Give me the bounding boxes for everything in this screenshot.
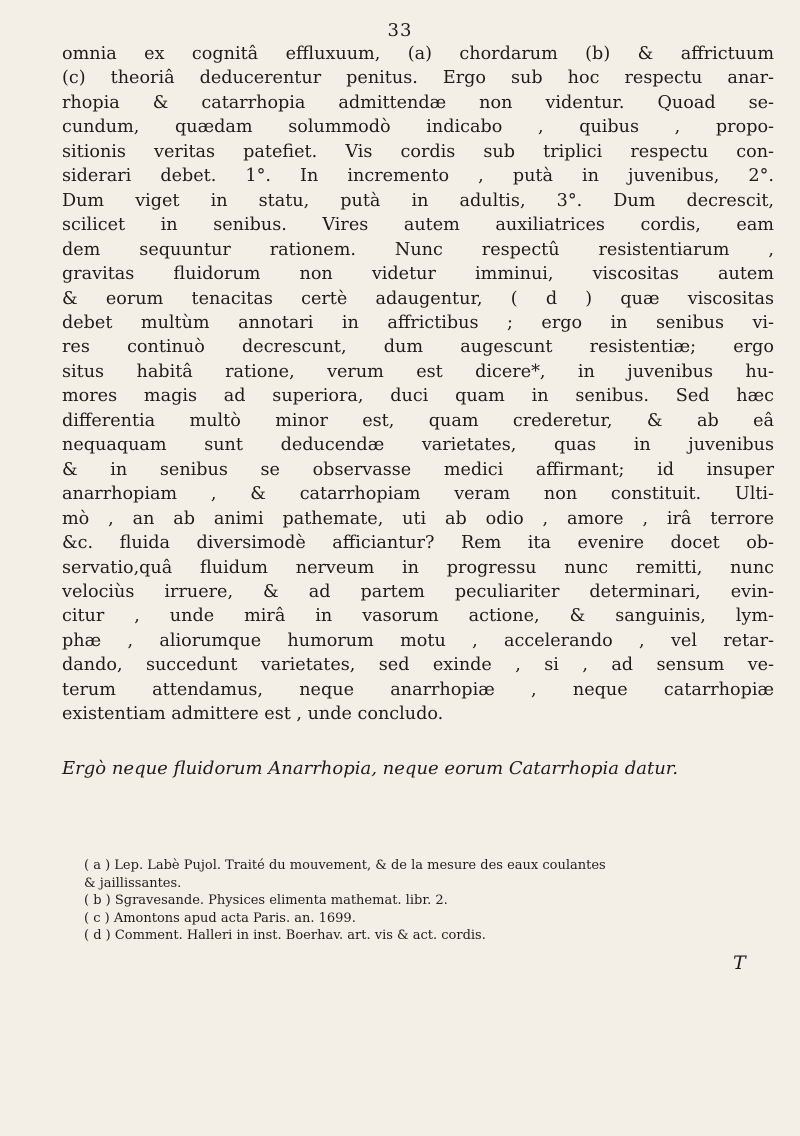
- body-line: situs habitâ ratione, verum est dicere*, in juvenibus hu-: [62, 361, 774, 382]
- body-line: debet multùm annotari in affrictibus ; ergo in senibus vi-: [62, 312, 774, 333]
- body-line: mò , an ab animi pathemate, uti ab odio , amore , irâ terrore: [62, 508, 774, 529]
- footnote: ( a ) Lep. Labè Pujol. Traité du mouvement, & de la mesure des eaux coulantes: [84, 858, 606, 873]
- page-number: 33: [387, 20, 413, 41]
- body-line: siderari debet. 1°. In incremento , putà in juvenibus, 2°.: [62, 166, 774, 187]
- body-line: differentia multò minor est, quam crederetur, & ab eâ: [62, 410, 774, 431]
- body-line: rhopia & catarrhopia admittendæ non videntur. Quoad se-: [62, 92, 774, 113]
- signature-mark: T: [733, 952, 746, 974]
- footnote: & jaillissantes.: [84, 875, 182, 891]
- body-line: phæ , aliorumque humorum motu , accelerando , vel retar-: [62, 630, 774, 651]
- footnote: ( c ) Amontons apud acta Paris. an. 1699.: [84, 910, 356, 926]
- body-line: scilicet in senibus. Vires autem auxiliatrices cordis, eam: [62, 215, 774, 236]
- body-line: omnia ex cognitâ effluxuum, (a) chordarum (b) & affrictuum: [62, 44, 774, 64]
- body-line: sitionis veritas patefiet. Vis cordis sub triplici respectu con-: [62, 141, 774, 162]
- body-line: (c) theoriâ deducerentur penitus. Ergo sub hoc respectu anar-: [62, 68, 774, 89]
- body-line: Dum viget in statu, putà in adultis, 3°. Dum decrescit,: [62, 190, 774, 211]
- footnote: ( d ) Comment. Halleri in inst. Boerhav. art. vis & act. cordis.: [84, 928, 486, 943]
- body-line: cundum, quædam solummodò indicabo , quibus , propo-: [62, 117, 774, 138]
- body-line: servatio,quâ fluidum nerveum in progressu nunc remitti, nunc: [62, 557, 774, 578]
- body-line: &c. fluida diversimodè afficiantur? Rem ita evenire docet ob-: [62, 533, 774, 554]
- body-line: velociùs irruere, & ad partem peculiariter determinari, evin-: [62, 581, 774, 602]
- body-line: terum attendamus, neque anarrhopiæ , neque catarrhopiæ: [62, 679, 774, 700]
- body-line: citur , unde mirâ in vasorum actione, & sanguinis, lym-: [62, 606, 774, 627]
- body-line: anarrhopiam , & catarrhopiam veram non constituit. Ulti-: [62, 484, 774, 505]
- body-line: & eorum tenacitas certè adaugentur, ( d ) quæ viscositas: [62, 288, 774, 309]
- body-line: gravitas fluidorum non videtur imminui, viscositas autem: [62, 264, 774, 285]
- body-text: [62, 42, 774, 727]
- body-line: & in senibus se observasse medici affirmant; id insuper: [62, 459, 774, 480]
- footnote: ( b ) Sgravesande. Physices elimenta mathemat. libr. 2.: [84, 893, 448, 908]
- body-line: nequaquam sunt deducendæ varietates, quas in juvenibus: [62, 435, 774, 456]
- conclusion-heading: Ergò neque fluidorum Anarrhopia, neque eorum Catarrhopia datur.: [62, 758, 679, 779]
- body-line: mores magis ad superiora, duci quam in senibus. Sed hæc: [62, 386, 774, 407]
- body-line: existentiam admittere est , unde concludo.: [62, 704, 444, 725]
- body-line: dem sequuntur rationem. Nunc respectû resistentiarum ,: [62, 239, 774, 260]
- footnotes: [62, 857, 774, 945]
- body-line: dando, succedunt varietates, sed exinde , si , ad sensum ve-: [62, 655, 774, 676]
- body-line: res continuò decrescunt, dum augescunt resistentiæ; ergo: [62, 337, 774, 358]
